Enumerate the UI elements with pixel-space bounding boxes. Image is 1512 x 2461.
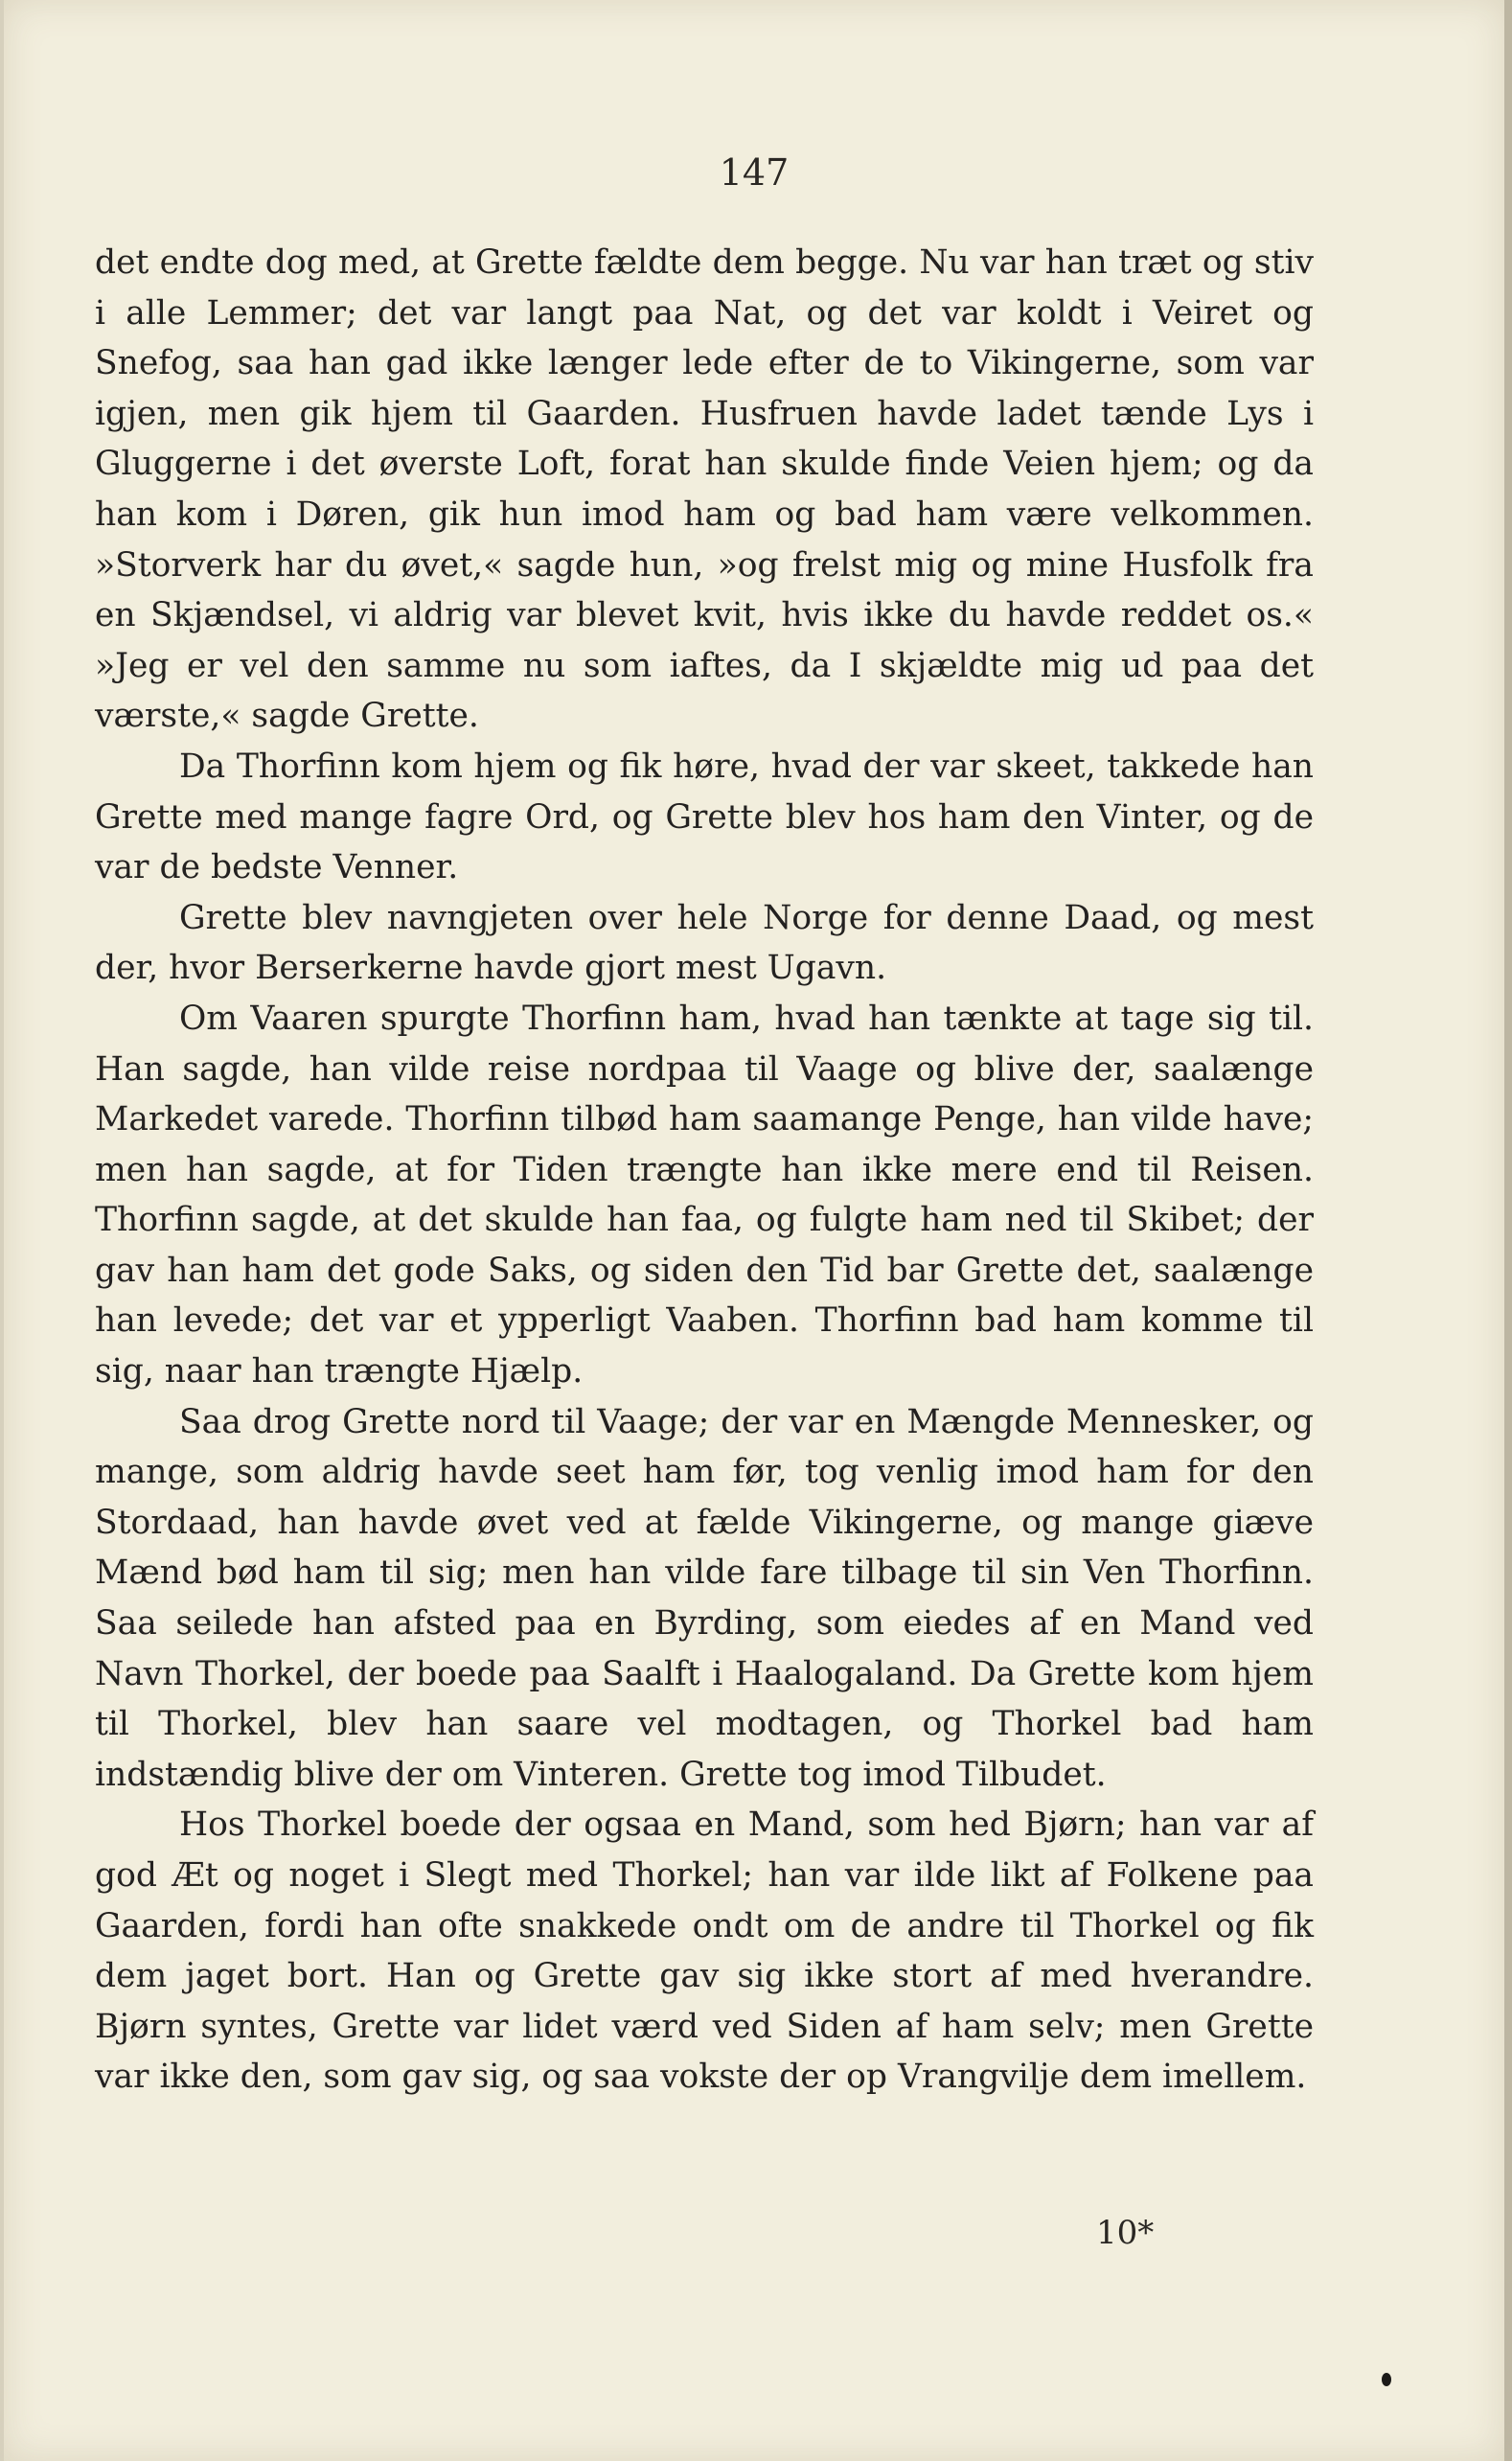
paragraph-2: Da Thorfinn kom hjem og fik høre, hvad der var skeet, takkede han Grette med mange fagre Ord, og Grette blev hos ham den Vinter, og de var de bedste Venner.: [95, 747, 1314, 887]
page-number: 147: [719, 151, 790, 194]
body-text: [95, 238, 1314, 2103]
scan-right-edge: [1504, 0, 1512, 2461]
paragraph-4: Om Vaaren spurgte Thorfinn ham, hvad han tænkte at tage sig til. Han sagde, han vilde reise nordpaa til Vaage og blive der, saalænge Markedet varede. Thorfinn tilbød ham saamange Penge, han vilde have; men han sagde, at for Tiden trængte han ikke mere end til Reisen. Thorfinn sagde, at det skulde han faa, og fulgte ham ned til Skibet; der gav han ham det gode Saks, og siden den Tid bar Grette det, saalænge han levede; det var et ypperligt Vaaben. Thorfinn bad ham komme til sig, naar han trængte Hjælp.: [95, 999, 1314, 1392]
signature-mark: 10*: [1096, 2214, 1155, 2252]
paragraph-5: Saa drog Grette nord til Vaage; der var en Mængde Mennesker, og mange, som aldrig havde seet ham før, tog venlig imod ham for den Stordaad, han havde øvet ved at fælde Vikingerne, og mange giæve Mænd bød ham til sig; men han vilde fare tilbage til sin Ven Thorfinn. Saa seilede han afsted paa en Byrding, som eiedes af en Mand ved Navn Thorkel, der boede paa Saalft i Haalogaland. Da Grette kom hjem til Thorkel, blev han saare vel modtagen, og Thorkel bad ham indstændig blive der om Vinteren. Grette tog imod Tilbudet.: [95, 1402, 1314, 1794]
paragraph-6: Hos Thorkel boede der ogsaa en Mand, som hed Bjørn; han var af god Æt og noget i Slegt med Thorkel; han var ilde likt af Folkene paa Gaarden, fordi han ofte snakkede ondt om de andre til Thorkel og fik dem jaget bort. Han og Grette gav sig ikke stort af med hverandre. Bjørn syntes, Grette var lidet værd ved Siden af ham selv; men Grette var ikke den, som gav sig, og saa vokste der op Vrangvilje dem imellem.: [95, 1806, 1314, 2097]
book-page: [4, 0, 1504, 2461]
ink-speck: [1382, 2373, 1391, 2386]
paragraph-1: det endte dog med, at Grette fældte dem begge. Nu var han træt og stiv i alle Lemmer; det var langt paa Nat, og det var koldt i Veiret og Snefog, saa han gad ikke længer lede efter de to Vikingerne, som var igjen, men gik hjem til Gaarden. Husfruen havde ladet tænde Lys i Gluggerne i det øverste Loft, forat han skulde finde Veien hjem; og da han kom i Døren, gik hun imod ham og bad ham være velkommen. »Storverk har du øvet,« sagde hun, »og frelst mig og mine Husfolk fra en Skjændsel, vi aldrig var blevet kvit, hvis ikke du havde reddet os.« »Jeg er vel den samme nu som iaftes, da I skjældte mig ud paa det værste,« sagde Grette.: [95, 243, 1314, 736]
paragraph-3: Grette blev navngjeten over hele Norge for denne Daad, og mest der, hvor Berserkerne havde gjort mest Ugavn.: [95, 898, 1314, 988]
